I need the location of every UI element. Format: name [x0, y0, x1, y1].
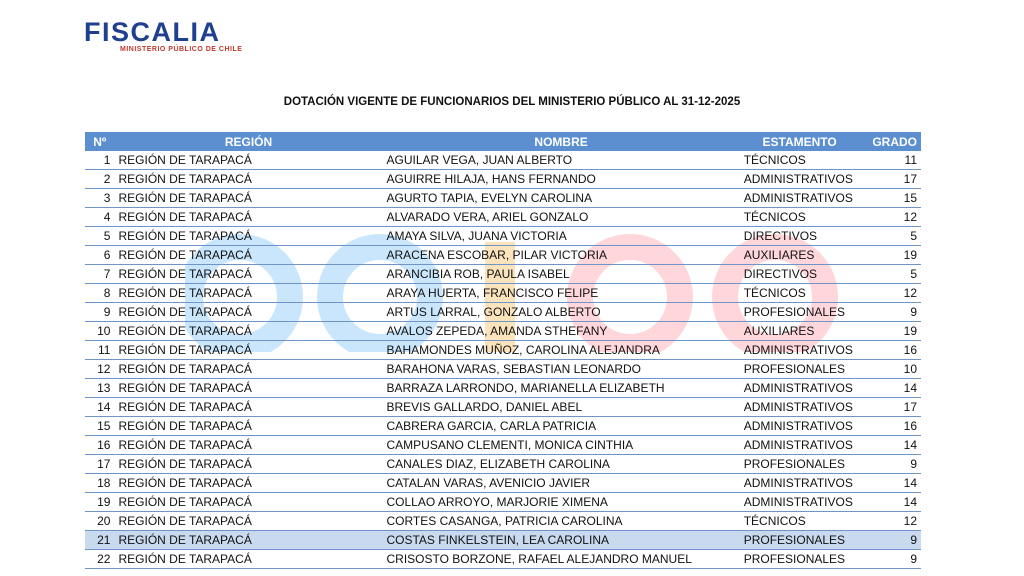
cell-no: 5 — [85, 227, 114, 246]
cell-no: 9 — [85, 303, 114, 322]
cell-name: COSTAS FINKELSTEIN, LEA CAROLINA — [382, 531, 739, 550]
cell-no: 13 — [85, 379, 114, 398]
cell-region: REGIÓN DE TARAPACÁ — [114, 417, 382, 436]
table-row[interactable] — [85, 227, 921, 246]
cell-region: REGIÓN DE TARAPACÁ — [114, 151, 382, 170]
cell-region: REGIÓN DE TARAPACÁ — [114, 379, 382, 398]
cell-estamento: PROFESIONALES — [740, 455, 860, 474]
table-row[interactable] — [85, 303, 921, 322]
cell-estamento: ADMINISTRATIVOS — [740, 170, 860, 189]
cell-grado: 19 — [860, 246, 921, 265]
table-row[interactable] — [85, 265, 921, 284]
cell-no: 3 — [85, 189, 114, 208]
cell-no: 20 — [85, 512, 114, 531]
cell-estamento: PROFESIONALES — [740, 531, 860, 550]
cell-estamento: ADMINISTRATIVOS — [740, 417, 860, 436]
cell-grado: 5 — [860, 227, 921, 246]
cell-grado: 9 — [860, 455, 921, 474]
cell-region: REGIÓN DE TARAPACÁ — [114, 170, 382, 189]
cell-estamento: ADMINISTRATIVOS — [740, 493, 860, 512]
table-row[interactable] — [85, 493, 921, 512]
logo-name: FISCALIA — [84, 17, 221, 47]
cell-name: AGUIRRE HILAJA, HANS FERNANDO — [382, 170, 739, 189]
cell-region: REGIÓN DE TARAPACÁ — [114, 341, 382, 360]
cell-region: REGIÓN DE TARAPACÁ — [114, 360, 382, 379]
cell-estamento: AUXILIARES — [740, 246, 860, 265]
cell-region: REGIÓN DE TARAPACÁ — [114, 455, 382, 474]
header-grado: GRADO — [860, 132, 921, 151]
table-row[interactable] — [85, 531, 921, 550]
cell-region: REGIÓN DE TARAPACÁ — [114, 227, 382, 246]
staff-table — [85, 132, 921, 569]
cell-grado: 9 — [860, 531, 921, 550]
cell-name: ARAYA HUERTA, FRANCISCO FELIPE — [382, 284, 739, 303]
cell-name: CATALAN VARAS, AVENICIO JAVIER — [382, 474, 739, 493]
cell-region: REGIÓN DE TARAPACÁ — [114, 493, 382, 512]
table-row[interactable] — [85, 246, 921, 265]
cell-estamento: AUXILIARES — [740, 322, 860, 341]
cell-name: ALVARADO VERA, ARIEL GONZALO — [382, 208, 739, 227]
table-row[interactable] — [85, 322, 921, 341]
cell-no: 6 — [85, 246, 114, 265]
cell-region: REGIÓN DE TARAPACÁ — [114, 208, 382, 227]
cell-no: 15 — [85, 417, 114, 436]
cell-no: 19 — [85, 493, 114, 512]
cell-estamento: ADMINISTRATIVOS — [740, 398, 860, 417]
cell-no: 10 — [85, 322, 114, 341]
table-row[interactable] — [85, 189, 921, 208]
table-row[interactable] — [85, 550, 921, 569]
cell-grado: 19 — [860, 322, 921, 341]
cell-no: 4 — [85, 208, 114, 227]
cell-estamento: TÉCNICOS — [740, 284, 860, 303]
fiscalia-logo — [84, 18, 242, 53]
cell-grado: 12 — [860, 284, 921, 303]
cell-region: REGIÓN DE TARAPACÁ — [114, 189, 382, 208]
table-row[interactable] — [85, 360, 921, 379]
cell-no: 14 — [85, 398, 114, 417]
table-row[interactable] — [85, 398, 921, 417]
cell-name: CRISOSTO BORZONE, RAFAEL ALEJANDRO MANUEL — [382, 550, 739, 569]
table-row[interactable] — [85, 512, 921, 531]
table-header — [85, 132, 921, 151]
cell-name: BREVIS GALLARDO, DANIEL ABEL — [382, 398, 739, 417]
cell-no: 22 — [85, 550, 114, 569]
cell-region: REGIÓN DE TARAPACÁ — [114, 284, 382, 303]
cell-estamento: TÉCNICOS — [740, 208, 860, 227]
header-no: Nº — [85, 132, 114, 151]
table-row[interactable] — [85, 170, 921, 189]
cell-name: ARANCIBIA ROB, PAULA ISABEL — [382, 265, 739, 284]
table-row[interactable] — [85, 474, 921, 493]
cell-grado: 9 — [860, 303, 921, 322]
cell-grado: 16 — [860, 417, 921, 436]
cell-name: ARACENA ESCOBAR, PILAR VICTORIA — [382, 246, 739, 265]
cell-grado: 16 — [860, 341, 921, 360]
cell-region: REGIÓN DE TARAPACÁ — [114, 246, 382, 265]
cell-no: 18 — [85, 474, 114, 493]
table-row[interactable] — [85, 341, 921, 360]
cell-region: REGIÓN DE TARAPACÁ — [114, 531, 382, 550]
cell-grado: 5 — [860, 265, 921, 284]
cell-no: 2 — [85, 170, 114, 189]
cell-no: 16 — [85, 436, 114, 455]
cell-estamento: ADMINISTRATIVOS — [740, 341, 860, 360]
cell-region: REGIÓN DE TARAPACÁ — [114, 512, 382, 531]
cell-estamento: TÉCNICOS — [740, 512, 860, 531]
logo-subtitle: MINISTERIO PÚBLICO DE CHILE — [120, 46, 243, 53]
table-row[interactable] — [85, 455, 921, 474]
cell-name: BAHAMONDES MUÑOZ, CAROLINA ALEJANDRA — [382, 341, 739, 360]
cell-region: REGIÓN DE TARAPACÁ — [114, 265, 382, 284]
cell-estamento: ADMINISTRATIVOS — [740, 436, 860, 455]
cell-no: 17 — [85, 455, 114, 474]
cell-region: REGIÓN DE TARAPACÁ — [114, 303, 382, 322]
cell-name: AGUILAR VEGA, JUAN ALBERTO — [382, 151, 739, 170]
cell-estamento: TÉCNICOS — [740, 151, 860, 170]
cell-estamento: PROFESIONALES — [740, 360, 860, 379]
cell-no: 21 — [85, 531, 114, 550]
cell-grado: 15 — [860, 189, 921, 208]
cell-name: CABRERA GARCIA, CARLA PATRICIA — [382, 417, 739, 436]
cell-name: AMAYA SILVA, JUANA VICTORIA — [382, 227, 739, 246]
table-row[interactable] — [85, 284, 921, 303]
cell-name: BARAHONA VARAS, SEBASTIAN LEONARDO — [382, 360, 739, 379]
cell-grado: 17 — [860, 170, 921, 189]
table-row[interactable] — [85, 151, 921, 170]
cell-region: REGIÓN DE TARAPACÁ — [114, 322, 382, 341]
cell-grado: 9 — [860, 550, 921, 569]
cell-name: ARTUS LARRAL, GONZALO ALBERTO — [382, 303, 739, 322]
cell-name: CORTES CASANGA, PATRICIA CAROLINA — [382, 512, 739, 531]
cell-grado: 11 — [860, 151, 921, 170]
cell-estamento: ADMINISTRATIVOS — [740, 474, 860, 493]
document-title: DOTACIÓN VIGENTE DE FUNCIONARIOS DEL MINISTERIO PÚBLICO AL 31-12-2025 — [283, 96, 741, 108]
table-row[interactable] — [85, 417, 921, 436]
cell-no: 1 — [85, 151, 114, 170]
cell-grado: 14 — [860, 379, 921, 398]
cell-grado: 12 — [860, 208, 921, 227]
cell-name: AVALOS ZEPEDA, AMANDA STHEFANY — [382, 322, 739, 341]
cell-name: COLLAO ARROYO, MARJORIE XIMENA — [382, 493, 739, 512]
cell-no: 8 — [85, 284, 114, 303]
cell-grado: 14 — [860, 436, 921, 455]
cell-name: AGURTO TAPIA, EVELYN CAROLINA — [382, 189, 739, 208]
cell-estamento: ADMINISTRATIVOS — [740, 379, 860, 398]
cell-no: 12 — [85, 360, 114, 379]
cell-name: CANALES DIAZ, ELIZABETH CAROLINA — [382, 455, 739, 474]
cell-name: CAMPUSANO CLEMENTI, MONICA CINTHIA — [382, 436, 739, 455]
cell-region: REGIÓN DE TARAPACÁ — [114, 550, 382, 569]
cell-region: REGIÓN DE TARAPACÁ — [114, 436, 382, 455]
header-name: NOMBRE — [382, 132, 739, 151]
cell-estamento: ADMINISTRATIVOS — [740, 189, 860, 208]
cell-grado: 14 — [860, 474, 921, 493]
cell-estamento: PROFESIONALES — [740, 550, 860, 569]
cell-estamento: PROFESIONALES — [740, 303, 860, 322]
cell-no: 11 — [85, 341, 114, 360]
cell-region: REGIÓN DE TARAPACÁ — [114, 398, 382, 417]
table-row[interactable] — [85, 379, 921, 398]
header-region: REGIÓN — [114, 132, 382, 151]
cell-grado: 17 — [860, 398, 921, 417]
cell-grado: 14 — [860, 493, 921, 512]
cell-estamento: DIRECTIVOS — [740, 265, 860, 284]
table-row[interactable] — [85, 208, 921, 227]
cell-grado: 10 — [860, 360, 921, 379]
cell-estamento: DIRECTIVOS — [740, 227, 860, 246]
cell-name: BARRAZA LARRONDO, MARIANELLA ELIZABETH — [382, 379, 739, 398]
cell-region: REGIÓN DE TARAPACÁ — [114, 474, 382, 493]
cell-grado: 12 — [860, 512, 921, 531]
table-row[interactable] — [85, 436, 921, 455]
header-estamento: ESTAMENTO — [740, 132, 860, 151]
cell-no: 7 — [85, 265, 114, 284]
